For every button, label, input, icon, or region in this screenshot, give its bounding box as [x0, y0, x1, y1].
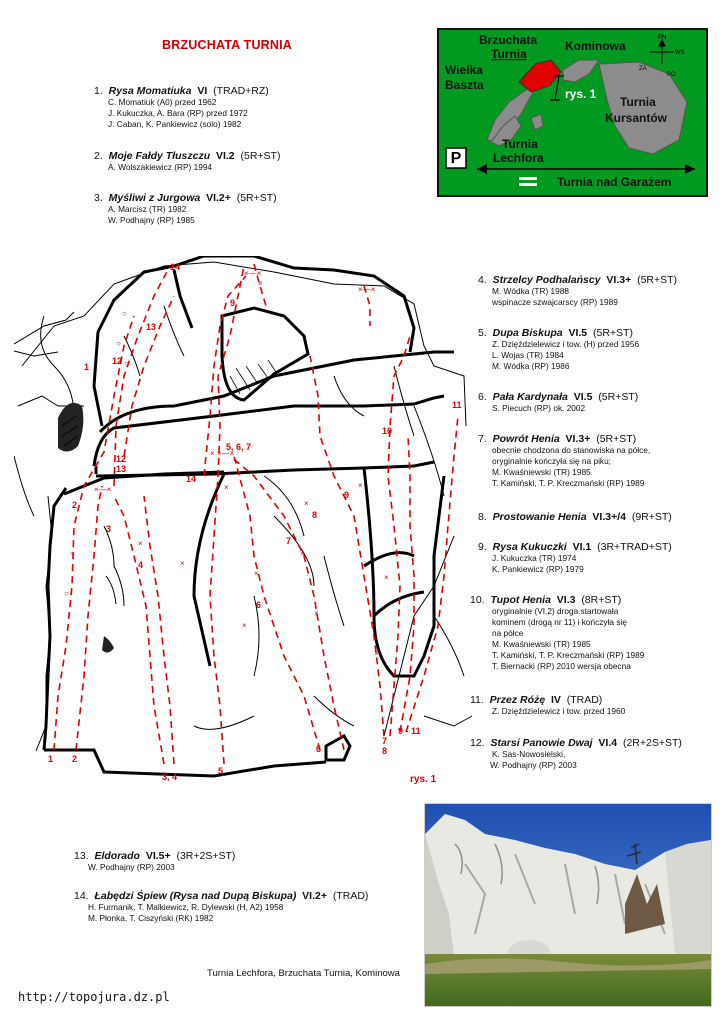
- topo-label-12: 12: [112, 356, 123, 366]
- route-line-5: [210, 266, 244, 764]
- page-title: BRZUCHATA TURNIA: [162, 38, 293, 52]
- svg-text:×: ×: [242, 621, 247, 630]
- route-13: 13. Eldorado VI.5+ (3R+2S+ST) W. Podhajny (RP) 2003: [74, 850, 236, 872]
- topo-label-13-base: 13: [116, 464, 127, 474]
- route-1: 1. Rysa Momatiuka VI (TRAD+RZ) C. Momatiuk (A0) przed 1962 J. Kukuczka, A. Bara (RP) przed 1972 J. Caban, K. Pankiewicz (solo) 1982: [94, 85, 269, 129]
- svg-text:×: ×: [138, 539, 143, 548]
- label-brzuchata: Brzuchata: [479, 33, 538, 47]
- topo-label-3-mid: 3: [106, 524, 112, 534]
- topo-label-12-base: 12: [116, 454, 127, 464]
- route-3: 3. Myśliwi z Jurgowa VI.2+ (5R+ST) A. Marcisz (TR) 1982 W. Podhajny (RP) 1985: [94, 192, 277, 225]
- compass-ws: WS: [675, 50, 685, 56]
- route-4: 4. Strzelcy Podhalańscy VI.3+ (5R+ST) M. Wódka (TR) 1988 wspinacze szwajcarscy (RP) 1989: [478, 274, 678, 307]
- svg-text:×: ×: [358, 481, 363, 490]
- svg-text:×—×: ×—×: [244, 269, 262, 278]
- topo-label-6-mid: 6: [256, 600, 262, 610]
- topo-graphic: [14, 256, 474, 786]
- route-12: 12. Starsi Panowie Dwaj VI.4 (2R+2S+ST) K. Sas-Nowosielski, W. Podhajny (RP) 2003: [470, 737, 682, 770]
- route-11: 11. Przez Różę IV (TRAD) Z. Dzięździelewicz i tow. przed 1960: [470, 694, 626, 716]
- svg-text:×—×: ×—×: [358, 285, 376, 294]
- topo-label-8-mid: 8: [312, 510, 318, 520]
- label-turnia-nad-garazem: Turnia nad Garażem: [557, 175, 672, 189]
- topo-figure-label: rys. 1: [410, 774, 437, 785]
- topo-label-6: 6: [316, 744, 322, 754]
- crag-photo: [424, 803, 712, 1007]
- svg-text:×—×: ×—×: [94, 485, 112, 494]
- label-turnia-kursantow-1: Turnia: [620, 95, 656, 109]
- svg-text:○: ○: [122, 309, 127, 318]
- topo-label-2: 2: [72, 754, 78, 764]
- route-5: 5. Dupa Biskupa VI.5 (5R+ST) Z. Dzięździelewicz i tow. (H) przed 1956 L. Wojas (TR) 1984 M. Wódka (RP) 1986: [478, 327, 640, 371]
- svg-text:×: ×: [304, 499, 309, 508]
- topo-drawing: [14, 256, 474, 791]
- parking-label: P: [450, 150, 462, 167]
- route-10: 10. Tupot Henia VI.3 (8R+ST) oryginalnie (VI.2) droga startowała kominem (drogą nr 11) i kończyła się na półce M. Kwaśniewski (TR) 1985 T. Kamiński, T. P. Kreczmański (RP) 1989 T. Biernacki (RP) 2010 wersja obecna: [470, 594, 645, 671]
- topo-label-1: 1: [48, 754, 54, 764]
- label-turnia-kursantow-2: Kursantów: [605, 111, 668, 125]
- route-line-12: [114, 266, 170, 486]
- route-7: 7. Powrót Henia VI.3+ (5R+ST) obecnie chodzona do stanowiska na półce, oryginalnie kończyła się na piku; M. Kwaśniewski (TR) 1985 T. Kamiński, T. P. Kreczmański (RP) 1989: [478, 433, 651, 488]
- compass-po: PO: [667, 72, 676, 78]
- label-turnia-lechfora-1: Turnia: [502, 137, 538, 151]
- svg-text:×: ×: [374, 649, 379, 658]
- route-line-13: [124, 296, 174, 456]
- topo-label-2-mid: 2: [72, 500, 78, 510]
- rock-outline-thin: [14, 262, 472, 751]
- topo-label-9-11: 9 - 11: [398, 726, 421, 736]
- route-8: 8. Prostowanie Henia VI.3+/4 (9R+ST): [478, 511, 672, 523]
- topo-label-1-mid: 1: [84, 362, 90, 372]
- svg-text:○: ○: [70, 549, 75, 558]
- topo-label-3-4: 3, 4: [162, 772, 178, 782]
- topo-label-9-mid: 9: [344, 490, 350, 500]
- svg-text:○: ○: [116, 339, 121, 348]
- label-wielka: Wielka: [445, 63, 483, 77]
- topo-label-10: 10: [382, 426, 393, 436]
- route-line-10: [400, 436, 414, 732]
- rock-hatched-patch: [58, 403, 83, 452]
- source-url-link[interactable]: http://topojura.dz.pl: [18, 990, 170, 1004]
- svg-text:○: ○: [124, 359, 129, 368]
- topo-label-11: 11: [452, 400, 462, 410]
- route-line-2: [76, 486, 102, 750]
- label-turnia-lechfora-2: Lechfora: [493, 151, 544, 165]
- location-minimap: [437, 28, 708, 197]
- label-kominowa: Kominowa: [565, 39, 626, 53]
- route-line-3: [114, 496, 164, 764]
- svg-text:×: ×: [314, 609, 319, 618]
- svg-text:×: ×: [384, 573, 389, 582]
- route-6: 6. Pała Kardynała VI.5 (5R+ST) S. Piecuch (RP) ok. 2002: [478, 391, 639, 413]
- label-baszta: Baszta: [445, 78, 484, 92]
- topo-label-7: 7: [382, 736, 388, 746]
- topo-label-4-mid: 4: [138, 560, 144, 570]
- route-9: 9. Rysa Kukuczki VI.1 (3R+TRAD+ST) J. Kukuczka (TR) 1974 K. Pankiewicz (RP) 1979: [478, 541, 672, 574]
- rock-pocket: [102, 636, 114, 653]
- route-anchors: [64, 269, 389, 658]
- compass-za: ZA: [639, 66, 647, 72]
- route-line-8: [310, 356, 384, 736]
- svg-text:○: ○: [64, 589, 69, 598]
- label-rys: rys. 1: [565, 87, 597, 101]
- svg-text:× ×—×: × ×—×: [210, 449, 235, 458]
- topo-label-14: 14: [170, 262, 181, 272]
- route-2: 2. Moje Fałdy Tłuszczu VI.2 (5R+ST) A. Wolszakiewicz (RP) 1994: [94, 150, 281, 172]
- topo-label-13: 13: [146, 322, 157, 332]
- svg-text:×: ×: [180, 559, 185, 568]
- topo-label-9-top: 9: [230, 298, 236, 308]
- route-14: 14. Łabędzi Śpiew (Rysa nad Dupą Biskupa) VI.2+ (TRAD) H. Furmanik, T. Malkiewicz, R. Dylewski (H, A2) 1958 M. Płonka, T. Ciszyński (RK) 1982: [74, 890, 369, 923]
- minimap-graphic: [439, 30, 706, 195]
- route-numbers: [48, 262, 462, 782]
- topo-label-5-6-7: 5, 6, 7: [226, 442, 252, 452]
- topo-label-5: 5: [218, 766, 224, 776]
- svg-text:×: ×: [254, 569, 259, 578]
- photo-caption: Turnia Lechfora, Brzuchata Turnia, Kominowa: [207, 968, 400, 979]
- crag-photo-graphic: [425, 804, 711, 1006]
- route-line-7: [230, 456, 344, 750]
- svg-text:×: ×: [258, 279, 263, 288]
- topo-label-14-base: 14: [186, 474, 197, 484]
- svg-text:×: ×: [300, 549, 305, 558]
- svg-text:×: ×: [224, 483, 229, 492]
- topo-label-7-mid: 7: [286, 536, 292, 546]
- compass-pn: PN: [658, 35, 667, 41]
- route-lines: [54, 264, 458, 764]
- topo-label-8: 8: [382, 746, 388, 756]
- label-brzuchata-turnia: Turnia: [491, 47, 527, 61]
